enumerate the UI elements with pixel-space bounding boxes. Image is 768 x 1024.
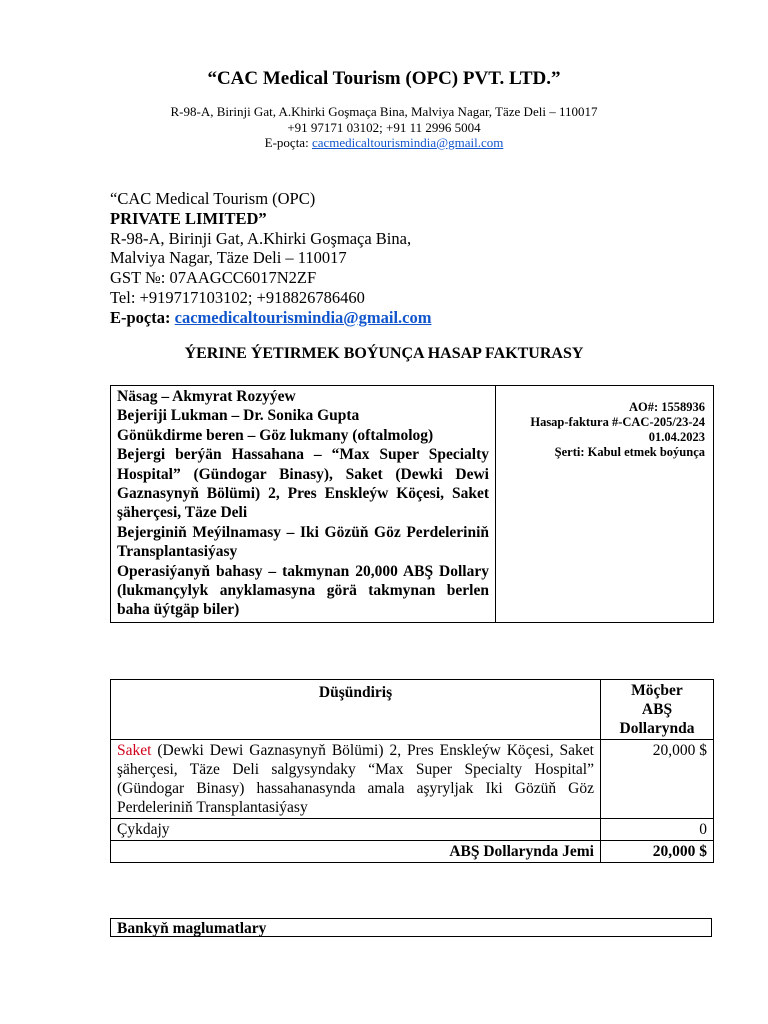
table-row bbox=[111, 841, 714, 863]
header-address: R-98-A, Birinji Gat, A.Khirki Goşmaça Bina, Malviya Nagar, Täze Deli – 110017 bbox=[170, 104, 598, 119]
patient-info-table bbox=[110, 385, 714, 623]
treating-doctor: Bejeriji Lukman – Dr. Sonika Gupta bbox=[117, 407, 360, 425]
location-highlight: Saket bbox=[117, 742, 152, 759]
invoice-meta-cell bbox=[496, 386, 714, 623]
sender-address-line2: Malviya Nagar, Täze Deli – 110017 bbox=[110, 248, 347, 268]
sender-name-line1: “CAC Medical Tourism (OPC) bbox=[110, 189, 316, 208]
treatment-description-text: (Dewki Dewi Gaznasynyň Bölümi) 2, Pres Enskleýw Köçesi, Saket şäherçesi, Täze Deli salgysyndaky “Max Super Specialty Hospital” (Gündogar Binasy) hassahanasynda amala aşyrylјak Iki Gözüň Göz Perdeleriniň Transplantasiýasy bbox=[117, 742, 594, 816]
header-email-link[interactable]: cacmedicaltourismindia@gmail.com bbox=[311, 135, 504, 150]
sender-tel: Tel: +919717103102; +918826786460 bbox=[110, 287, 365, 307]
sender-address-line1: R-98-A, Birinji Gat, A.Khirki Goşmaça Bina, bbox=[110, 228, 412, 248]
amount-header bbox=[601, 680, 714, 740]
amount-header-line1: Möçber bbox=[631, 682, 683, 699]
treatment-description bbox=[111, 740, 601, 819]
payment-terms: Şerti: Kabul etmek boýunça bbox=[554, 445, 705, 459]
amount-header-line3: Dollarynda bbox=[619, 720, 695, 737]
hospital: Bejergi berýän Hassahana – “Max Super Specialty Hospital” (Gündogar Binasy), Saket (Dewki Dewi Gaznasynyň Bölümi) 2, Pres Enskleýw Köçesi, Saket şäherçesi, Täze Deli bbox=[117, 446, 489, 522]
header-email-label: E-poçta: bbox=[264, 135, 312, 150]
table-row bbox=[111, 819, 714, 841]
invoice-title: ÝERINE ÝETIRMEK BOÝUNÇA HASAP FAKTURASY bbox=[184, 345, 584, 362]
sender-gst: GST №: 07AAGCC6017N2ZF bbox=[110, 268, 317, 288]
operation-cost: Operasiýanyň bahasy – takmynan 20,000 ABŞ Dollary (lukmançylyk anyklamasyna görä takmynan berlen baha üýtgäp biler) bbox=[117, 562, 489, 619]
table-row bbox=[111, 740, 714, 819]
header-email-line bbox=[0, 135, 768, 150]
treatment-amount: 20,000 $ bbox=[601, 740, 714, 819]
header-phones: +91 97171 03102; +91 11 2996 5004 bbox=[287, 120, 481, 135]
sender-email-link[interactable]: cacmedicaltourismindia@gmail.com bbox=[174, 307, 432, 327]
total-amount: 20,000 $ bbox=[601, 841, 714, 863]
ao-number: AO#: 1558936 bbox=[628, 400, 705, 414]
patient-details-cell bbox=[111, 386, 496, 623]
sender-block bbox=[110, 189, 431, 328]
treatment-plan: Bejerginiň Meýilnamasy – Iki Gözüň Göz Perdeleriniň Transplantasiýasy bbox=[117, 523, 489, 561]
sender-name-line2: PRIVATE LIMITED” bbox=[110, 208, 267, 228]
patient-info-row bbox=[111, 386, 714, 623]
patient-name: Näsag – Akmyrat Rozyýew bbox=[117, 388, 296, 405]
expense-amount: 0 bbox=[601, 819, 714, 841]
total-label: ABŞ Dollarynda Jemi bbox=[111, 841, 601, 863]
sender-email-line bbox=[110, 308, 431, 328]
charges-header-row bbox=[111, 680, 714, 740]
charges-table bbox=[110, 679, 714, 863]
description-header: Düşündiriş bbox=[111, 680, 601, 740]
header-company-name: “CAC Medical Tourism (OPC) PVT. LTD.” bbox=[207, 68, 561, 89]
expense-label: Çykdajy bbox=[111, 819, 601, 841]
invoice-date: 01.04.2023 bbox=[648, 430, 705, 444]
amount-header-line2: ABŞ bbox=[641, 701, 673, 718]
invoice-number: Hasap-faktura #-CAC-205/23-24 bbox=[530, 415, 705, 429]
sender-email-label: E-poçta: bbox=[110, 307, 175, 327]
bank-details-heading: Bankyň maglumatlary bbox=[110, 918, 712, 937]
referring-specialist: Gönükdirme beren – Göz lukmany (oftalmolog) bbox=[117, 426, 434, 444]
